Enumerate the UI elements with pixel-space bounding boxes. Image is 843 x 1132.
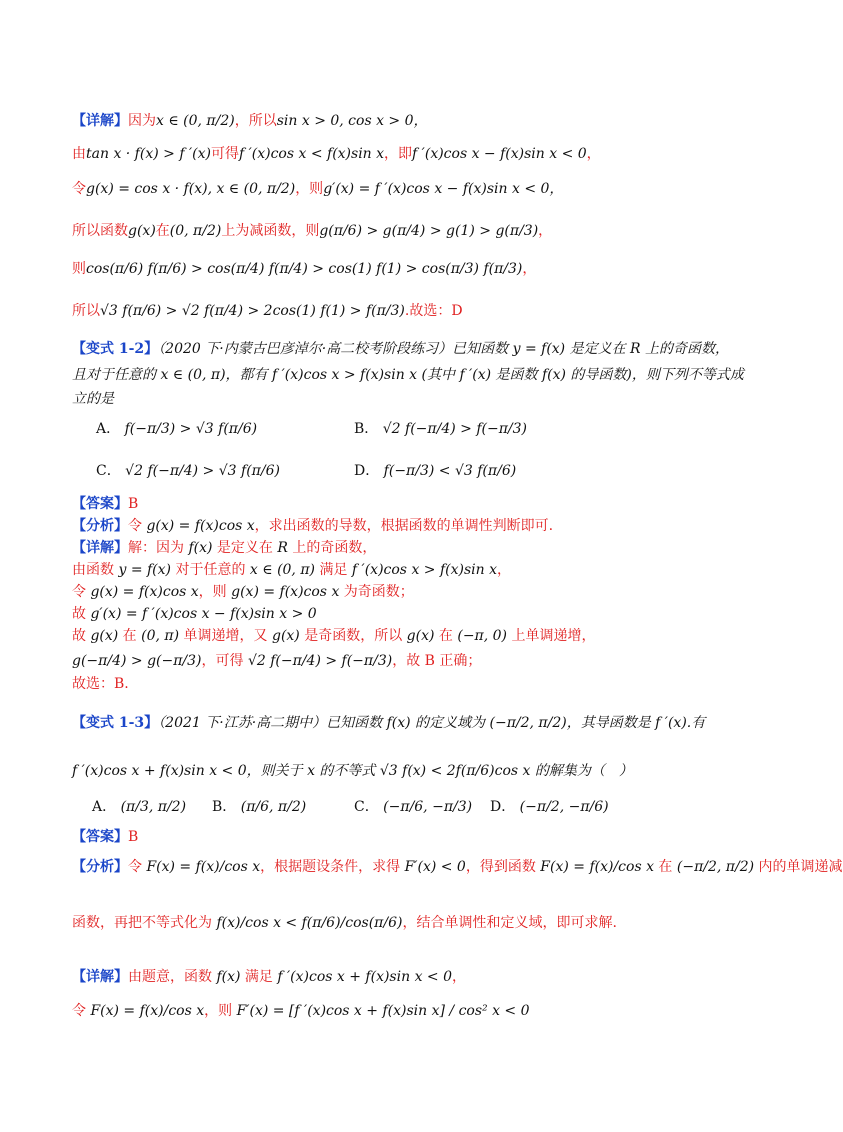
explanation-text: 为奇函数； xyxy=(339,584,414,600)
math-expression: f ′(x)cos x > f(x)sin x xyxy=(351,562,497,578)
explanation-text: ，则 xyxy=(198,584,232,600)
explanation-text: ，根据题设条件，求得 xyxy=(260,859,405,875)
option-expression: √2 f(−π/4) > √3 f(π/6) xyxy=(120,463,280,479)
explanation-text: ，求出函数的导数，根据函数的单调性判断即可. xyxy=(254,518,554,534)
math-expression: g(x) xyxy=(128,223,156,239)
option-expression: (π/6, π/2) xyxy=(236,799,307,815)
text-line-l12 xyxy=(72,537,740,559)
option-expression: f(−π/3) < √3 f(π/6) xyxy=(379,463,517,479)
math-expression: tan x · f(x) > f ′(x) xyxy=(86,146,211,162)
explanation-text: 在 xyxy=(155,223,170,239)
math-expression: f ′(x)cos x + f(x)sin x < 0，则关于 x 的不等式 √3 f(x) < 2f(π/6)cos x 的解集为（ ） xyxy=(72,763,633,779)
option-d xyxy=(354,460,516,482)
math-expression: f ′(x)cos x + f(x)sin x < 0 xyxy=(277,969,452,985)
explanation-text: ， xyxy=(497,562,511,578)
option-a xyxy=(96,418,257,440)
text-line-l13 xyxy=(72,559,740,581)
math-expression: g(π/6) > g(π/4) > g(1) > g(π/3) xyxy=(319,223,539,239)
option-label: C． xyxy=(354,799,379,815)
explanation-text: ，则 xyxy=(204,1003,237,1019)
text-line-l16 xyxy=(72,625,740,647)
option-label: B． xyxy=(212,799,237,815)
explanation-text: 在 xyxy=(118,628,142,644)
section-tag: 【详解】 xyxy=(72,113,128,129)
option-expression: √2 f(−π/4) > f(−π/3) xyxy=(378,421,527,437)
explanation-text: 所以 xyxy=(72,303,100,319)
explanation-text: ， xyxy=(586,146,601,162)
text-line-l1 xyxy=(72,110,740,132)
math-expression: (0, π) xyxy=(141,628,180,644)
explanation-text: 是奇函数，所以 xyxy=(299,628,407,644)
explanation-text: 令 xyxy=(128,518,147,534)
section-tag: 【详解】 xyxy=(72,540,128,556)
math-expression: cos(π/6) f(π/6) > cos(π/4) f(π/4) > cos(1) f(1) > cos(π/3) f(π/3) xyxy=(86,261,523,277)
math-expression: 立的是 xyxy=(72,391,114,407)
option-expression: (−π/6, −π/3) xyxy=(378,799,473,815)
explanation-text: 则 xyxy=(72,261,86,277)
math-expression: √2 f(−π/4) > f(−π/3) xyxy=(247,653,393,669)
option-b xyxy=(212,796,306,818)
text-line-l7 xyxy=(72,338,740,360)
text-line-l10 xyxy=(72,493,740,515)
option-d xyxy=(490,796,609,818)
math-expression: g(x) xyxy=(90,628,119,644)
option-a xyxy=(92,796,186,818)
explanation-text: 函数，再把不等式化为 xyxy=(72,915,217,931)
explanation-text: ，结合单调性和定义域，即可求解. xyxy=(402,915,617,931)
text-line-l2 xyxy=(72,143,740,165)
math-expression: g(x) xyxy=(406,628,435,644)
math-expression: (−π/2, π/2) xyxy=(676,859,755,875)
explanation-text: 解：因为 xyxy=(128,540,189,556)
option-expression: (−π/2, −π/6) xyxy=(515,799,609,815)
math-expression: g′(x) = f ′(x)cos x − f(x)sin x > 0 xyxy=(90,606,317,622)
section-tag: 【答案】 xyxy=(72,496,128,512)
explanation-text: ，所以 xyxy=(234,113,277,129)
option-label: D． xyxy=(490,799,516,815)
explanation-text: 令 xyxy=(128,859,147,875)
explanation-text: 在 xyxy=(653,859,677,875)
explanation-text: 令 xyxy=(72,1003,91,1019)
text-line-l11 xyxy=(72,515,740,537)
explanation-text: B xyxy=(128,829,139,845)
option-label: D． xyxy=(354,463,380,479)
math-expression: 且对于任意的 x ∈ (0, π)，都有 f ′(x)cos x > f(x)sin x (其中 f ′(x) 是函数 f(x) 的导函数)，则下列不等式成 xyxy=(72,367,744,383)
math-expression: F(x) = f(x)/cos x xyxy=(90,1003,205,1019)
option-label: C． xyxy=(96,463,121,479)
section-tag: 【答案】 xyxy=(72,829,128,845)
text-line-l14 xyxy=(72,581,740,603)
explanation-text: ，故 B 正确； xyxy=(392,653,482,669)
section-tag: 【分析】 xyxy=(72,518,128,534)
text-line-l6 xyxy=(72,300,740,322)
math-expression: x ∈ (0, π) xyxy=(249,562,315,578)
explanation-text: 对于任意的 xyxy=(171,562,250,578)
math-expression: （2021 下·江苏·高二期中）已知函数 f(x) 的定义域为 (−π/2, π/2)，其导函数是 f ′(x).有 xyxy=(158,715,706,731)
math-expression: sin x > 0, cos x > 0， xyxy=(276,113,428,129)
text-line-l20 xyxy=(72,760,740,782)
math-expression: √3 f(π/6) > √2 f(π/4) > 2cos(1) f(1) > f(π/3) xyxy=(100,303,405,319)
math-expression: F′(x) < 0 xyxy=(404,859,466,875)
section-tag: 【变式 1-3】 xyxy=(72,715,159,731)
explanation-text: 满足 xyxy=(240,969,278,985)
math-expression: f ′(x)cos x < f(x)sin x xyxy=(238,146,385,162)
math-expression: R xyxy=(277,540,288,556)
math-expression: （2020 下·内蒙古巴彦淖尔·高二校考阶段练习）已知函数 y = f(x) 是定义在 R 上的奇函数， xyxy=(158,341,730,357)
option-b xyxy=(354,418,527,440)
option-expression: (π/3, π/2) xyxy=(116,799,187,815)
explanation-text: .故选：D xyxy=(404,303,463,319)
math-expression: f(x) xyxy=(216,969,241,985)
explanation-text: 由函数 xyxy=(72,562,119,578)
text-line-l9 xyxy=(72,388,740,410)
math-expression: x ∈ (0, π/2) xyxy=(156,113,235,129)
option-label: B． xyxy=(354,421,379,437)
explanation-text: 单调递增，又 xyxy=(179,628,272,644)
math-expression: g(x) = cos x · f(x), x ∈ (0, π/2) xyxy=(86,181,296,197)
option-expression: f(−π/3) > √3 f(π/6) xyxy=(120,421,258,437)
text-line-l22 xyxy=(72,856,843,878)
math-expression: F(x) = f(x)/cos x xyxy=(146,859,261,875)
explanation-text: 由 xyxy=(72,146,86,162)
explanation-text: 上单调递增， xyxy=(507,628,596,644)
text-line-l5 xyxy=(72,258,740,280)
math-expression: f(x)/cos x < f(π/6)/cos(π/6) xyxy=(216,915,403,931)
option-c xyxy=(96,460,280,482)
explanation-text: ， xyxy=(538,223,553,239)
math-expression: g′(x) = f ′(x)cos x − f(x)sin x < 0， xyxy=(323,181,564,197)
math-expression: (−π, 0) xyxy=(457,628,508,644)
math-expression: (0, π/2) xyxy=(169,223,222,239)
text-line-l4 xyxy=(72,220,740,242)
explanation-text: 故 xyxy=(72,628,91,644)
section-tag: 【分析】 xyxy=(72,859,128,875)
explanation-text: ，则 xyxy=(295,181,324,197)
explanation-text: ，可得 xyxy=(201,653,248,669)
text-line-l24 xyxy=(72,966,740,988)
text-line-l23 xyxy=(72,912,740,934)
math-expression: F(x) = f(x)/cos x xyxy=(540,859,654,875)
explanation-text: B xyxy=(128,496,139,512)
option-label: A． xyxy=(96,421,121,437)
explanation-text: 由题意，函数 xyxy=(128,969,217,985)
explanation-text: 可得 xyxy=(210,146,239,162)
explanation-text: ， xyxy=(522,261,537,277)
text-line-l18 xyxy=(72,673,740,695)
explanation-text: 令 xyxy=(72,181,86,197)
section-tag: 【变式 1-2】 xyxy=(72,341,159,357)
explanation-text: 令 xyxy=(72,584,91,600)
explanation-text: 在 xyxy=(434,628,458,644)
math-expression: f(x) xyxy=(188,540,213,556)
text-line-l21 xyxy=(72,826,740,848)
explanation-text: ， xyxy=(452,969,466,985)
text-line-l17 xyxy=(72,650,740,672)
explanation-text: 满足 xyxy=(315,562,352,578)
math-expression: y = f(x) xyxy=(118,562,171,578)
math-expression: F′(x) = [f ′(x)cos x + f(x)sin x] / cos² x < 0 xyxy=(236,1003,530,1019)
math-expression: g(x) = f(x)cos x xyxy=(90,584,199,600)
math-expression: f ′(x)cos x − f(x)sin x < 0 xyxy=(412,146,587,162)
explanation-text: 上的奇函数， xyxy=(287,540,377,556)
math-expression: g(x) xyxy=(271,628,300,644)
math-expression: g(−π/4) > g(−π/3) xyxy=(72,653,202,669)
option-label: A． xyxy=(92,799,117,815)
text-line-l3 xyxy=(72,178,740,200)
explanation-text: 故 xyxy=(72,606,91,622)
explanation-text: 故选：B. xyxy=(72,676,129,692)
math-expression: g(x) = f(x)cos x xyxy=(231,584,340,600)
section-tag: 【详解】 xyxy=(72,969,128,985)
explanation-text: 所以函数 xyxy=(72,223,128,239)
text-line-l8 xyxy=(72,364,744,386)
explanation-text: 上为减函数，则 xyxy=(221,223,320,239)
math-expression: g(x) = f(x)cos x xyxy=(146,518,255,534)
text-line-l19 xyxy=(72,712,740,734)
explanation-text: 内的单调递减 xyxy=(754,859,843,875)
option-c xyxy=(354,796,472,818)
explanation-text: 因为 xyxy=(128,113,156,129)
text-line-l15 xyxy=(72,603,740,625)
explanation-text: 是定义在 xyxy=(212,540,278,556)
explanation-text: ，即 xyxy=(384,146,413,162)
text-line-l25 xyxy=(72,1000,740,1022)
explanation-text: ，得到函数 xyxy=(465,859,541,875)
